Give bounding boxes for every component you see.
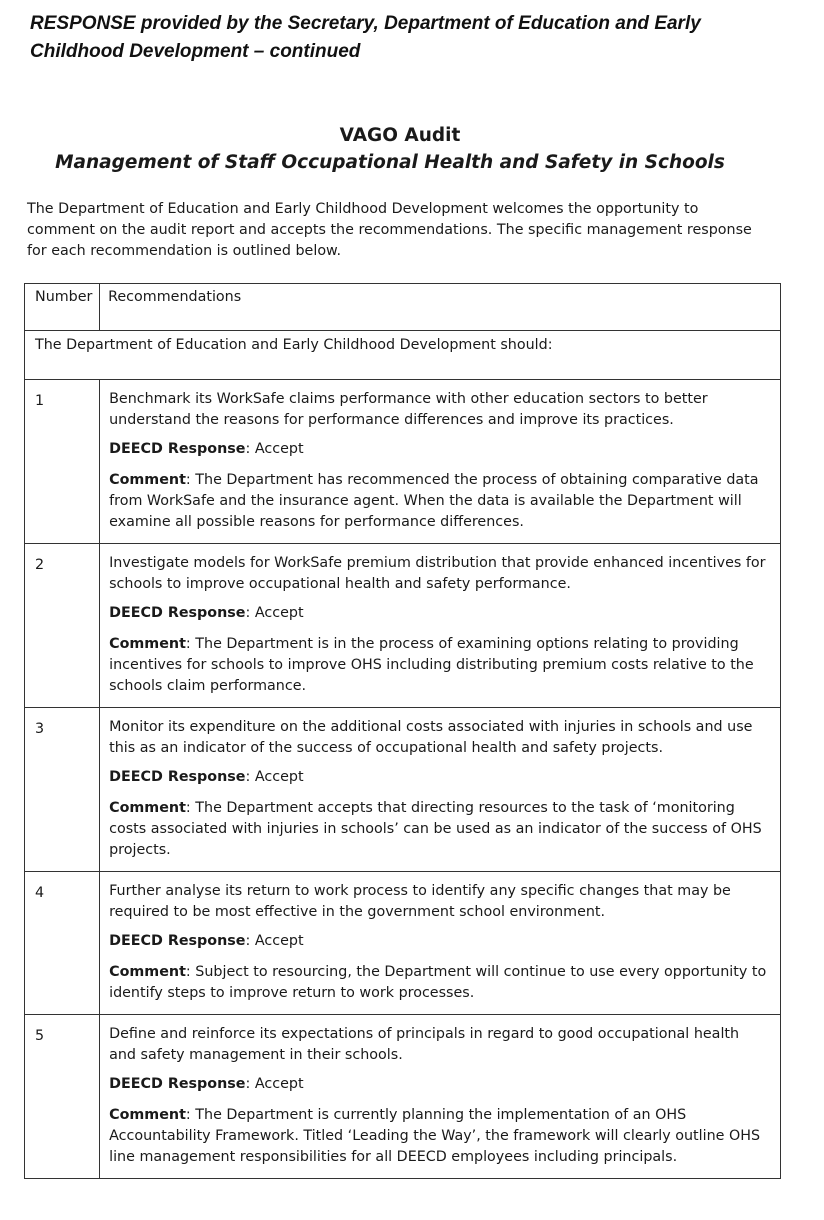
comment [109,634,768,697]
recommendation-cell [100,380,781,544]
deecd-response [109,931,768,952]
comment-label: Comment [109,636,186,652]
recommendation-text: Benchmark its WorkSafe claims performance with other education sectors to better understand the reasons for performance differences and improve its practices. [109,391,708,428]
comment-label: Comment [109,800,186,816]
header-line-2: Childhood Development – continued [30,41,361,62]
row-number: 4 [25,872,100,1015]
response-label: DEECD Response [109,1076,246,1092]
comment-label: Comment [109,472,186,488]
document-title: VAGO Audit [339,125,461,146]
recommendations-column-header: Recommendations [100,284,781,331]
response-value: : Accept [245,441,304,457]
row-number: 5 [25,1015,100,1179]
comment [109,962,768,1004]
deecd-response [109,1074,768,1095]
row-number: 2 [25,544,100,708]
deecd-response [109,603,768,624]
comment-label: Comment [109,1107,186,1123]
header-line-1: RESPONSE provided by the Secretary, Department of Education and Early [30,13,701,34]
comment-text: : The Department is currently planning the implementation of an OHS Accountability Framework. Titled ‘Leading the Way’, the framework will clearly outline OHS line management responsibilities for all DEECD employees including principals. [109,1107,761,1165]
comment-text: : The Department accepts that directing resources to the task of ‘monitoring costs associated with injuries in schools’ can be used as an indicator of the success of OHS projects. [109,800,762,858]
response-value: : Accept [245,769,304,785]
comment [109,470,768,533]
table-row [25,708,781,872]
comment-text: : Subject to resourcing, the Department will continue to use every opportunity to identify steps to improve return to work processes. [109,964,767,1001]
deecd-response [109,439,768,460]
comment-text: : The Department is in the process of examining options relating to providing incentives for schools to improve OHS including distributing premium costs relative to the schools claim performance. [109,636,754,694]
response-label: DEECD Response [109,933,246,949]
should-text: The Department of Education and Early Childhood Development should: [25,331,781,380]
recommendation-cell [100,708,781,872]
comment [109,798,768,861]
response-label: DEECD Response [109,605,246,621]
response-label: DEECD Response [109,769,246,785]
page-header [30,10,790,66]
table-row [25,544,781,708]
document-subtitle: Management of Staff Occupational Health and Safety in Schools [55,152,725,173]
table-row [25,872,781,1015]
deecd-response [109,767,768,788]
row-number: 1 [25,380,100,544]
recommendation-cell [100,544,781,708]
table-header-row [25,284,781,331]
row-number: 3 [25,708,100,872]
recommendation-text: Further analyse its return to work process to identify any specific changes that may be required to be most effective in the government school environment. [109,883,731,920]
recommendation-text: Monitor its expenditure on the additional costs associated with injuries in schools and use this as an indicator of the success of occupational health and safety projects. [109,719,753,756]
table-row [25,380,781,544]
should-row [25,331,781,380]
comment-label: Comment [109,964,186,980]
recommendation-cell [100,1015,781,1179]
number-column-header: Number [25,284,100,331]
recommendations-table [24,283,781,1179]
response-value: : Accept [245,1076,304,1092]
table-row [25,1015,781,1179]
comment [109,1105,768,1168]
intro-paragraph: The Department of Education and Early Childhood Development welcomes the opportunity to comment on the audit report and accepts the recommendations. The specific management response for each recommendation is outlined below. [27,201,752,259]
recommendation-text: Investigate models for WorkSafe premium distribution that provide enhanced incentives for schools to improve occupational health and safety performance. [109,555,766,592]
comment-text: : The Department has recommenced the process of obtaining comparative data from WorkSafe and the insurance agent. When the data is available the Department will examine all possible reasons for performance differences. [109,472,759,530]
response-value: : Accept [245,933,304,949]
response-value: : Accept [245,605,304,621]
response-label: DEECD Response [109,441,246,457]
recommendation-cell [100,872,781,1015]
recommendation-text: Define and reinforce its expectations of principals in regard to good occupational health and safety management in their schools. [109,1026,740,1063]
